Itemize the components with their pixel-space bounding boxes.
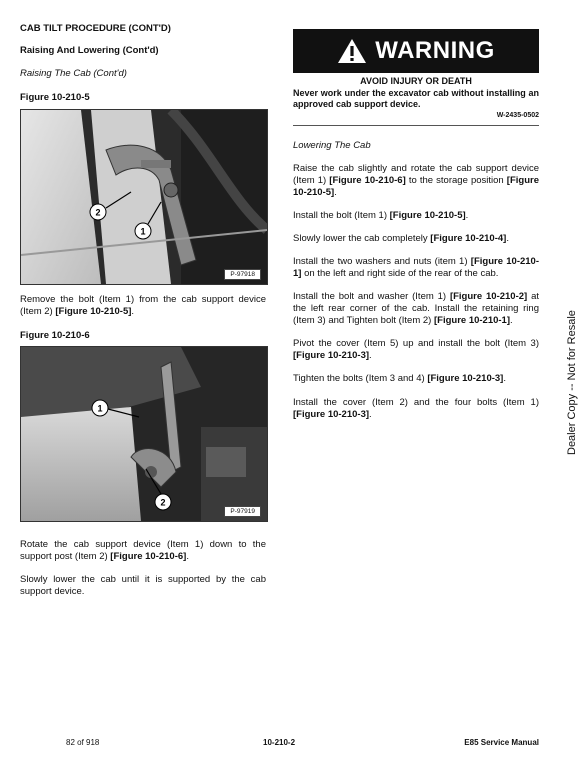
callout-1: 1 [97,403,103,414]
procedure-step: Tighten the bolts (Item 3 and 4) [Figure 10-210-3]. [293,373,506,384]
callout-2: 2 [95,207,101,218]
figure-label: Figure 10-210-5 [20,92,90,103]
photo-part-number: P-97919 [224,506,261,517]
procedure-step: Pivot the cover (Item 5) up and install the bolt (Item 3) [Figure 10-210-3]. [293,338,539,361]
page-count: 82 of 918 [66,738,100,747]
callout-1: 1 [140,226,146,237]
warning-heading: AVOID INJURY OR DEATH [360,76,472,86]
callout-2: 2 [160,497,166,508]
dealer-copy-note: Dealer Copy -- Not for Resale [566,310,578,455]
remove-bolt-paragraph: Remove the bolt (Item 1) from the cab support device (Item 2) [Figure 10-210-5]. [20,294,266,317]
figure-10-210-6-photo [20,346,268,522]
lowering-heading: Lowering The Cab [293,140,371,151]
manual-title: E85 Service Manual [464,738,539,747]
section-title: CAB TILT PROCEDURE (CONT'D) [20,23,171,34]
photo-part-number: P-97918 [224,269,261,280]
warning-message: Never work under the excavator cab without installing an approved cab support device. [293,88,539,109]
procedure-step: Raise the cab slightly and rotate the cab support device (Item 1) [Figure 10-210-6] to the storage position [Figure 10-210-5]. [293,163,539,198]
subsection-title: Raising And Lowering (Cont'd) [20,45,159,56]
figure-label: Figure 10-210-6 [20,330,90,341]
procedure-step: Install the bolt and washer (Item 1) [Figure 10-210-2] at the left rear corner of the cab. Install the retaining ring (Item 3) and Tighten bolt (Item 2) [Figure 10-210-1]. [293,291,539,326]
warning-banner [293,29,539,73]
sub-subsection-title: Raising The Cab (Cont'd) [20,68,127,79]
procedure-step: Install the bolt (Item 1) [Figure 10-210-5]. [293,210,469,221]
procedure-step: Install the cover (Item 2) and the four bolts (Item 1) [Figure 10-210-3]. [293,397,539,420]
page-id: 10-210-2 [263,738,296,747]
procedure-step: Slowly lower the cab completely [Figure 10-210-4]. [293,233,509,244]
procedure-step: Install the two washers and nuts (item 1) [Figure 10-210-1] on the left and right side of the rear of the cab. [293,256,539,279]
warning-code: W-2435-0502 [496,112,539,119]
figure-10-210-5-photo [20,109,268,285]
warning-triangle-icon [337,38,367,64]
rotate-device-paragraph: Rotate the cab support device (Item 1) down to the support post (Item 2) [Figure 10-210-6]. [20,539,266,562]
lower-cab-paragraph: Slowly lower the cab until it is supported by the cab support device. [20,574,266,597]
divider [293,125,539,126]
warning-title: WARNING [375,37,495,64]
